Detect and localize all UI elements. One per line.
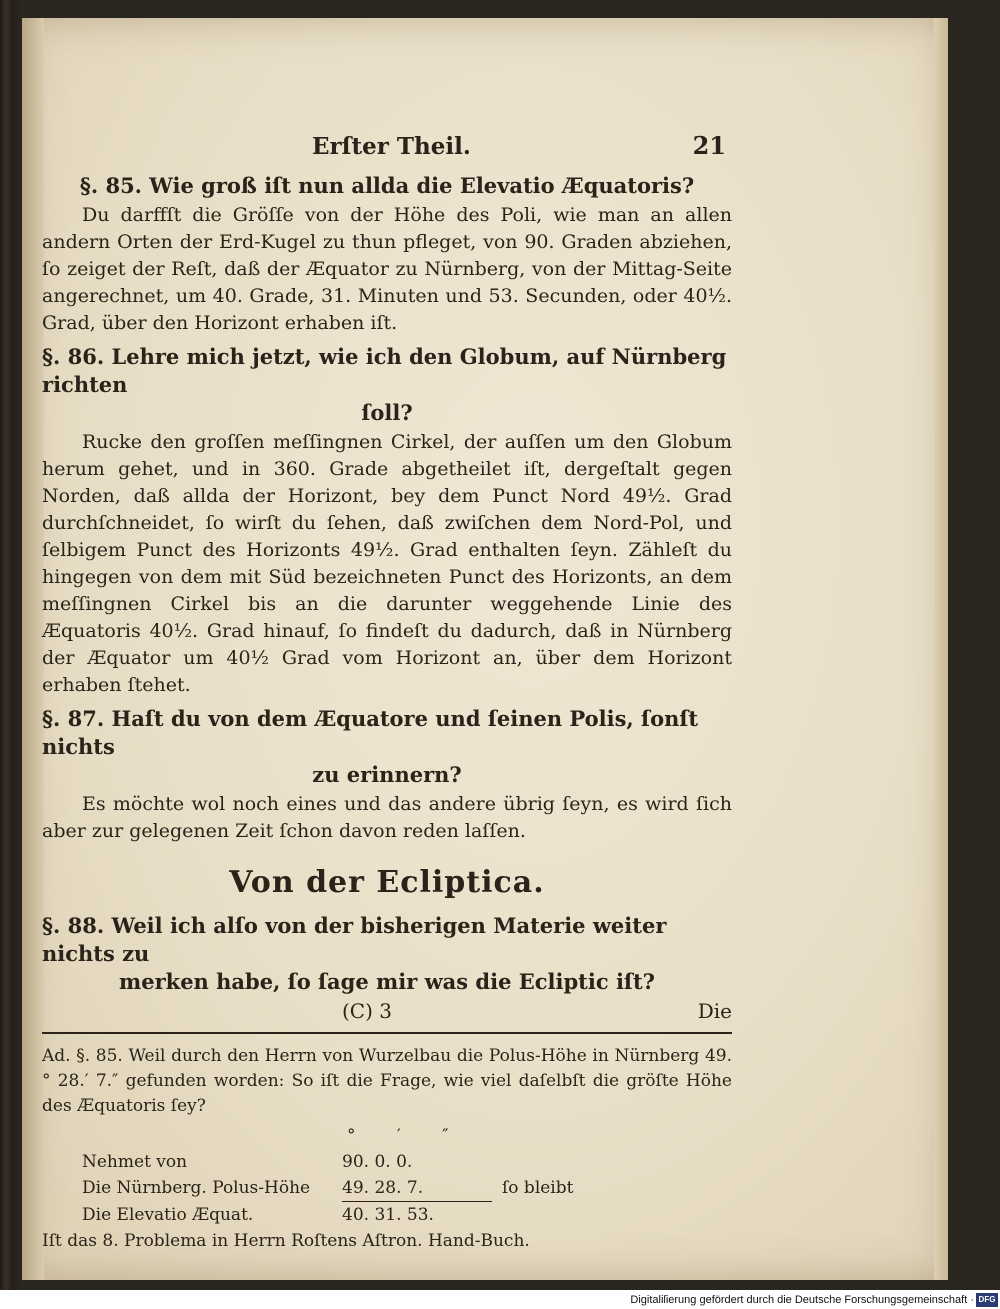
answer-85: Du darffſt die Gröſſe von der Höhe des Poli, wie man an allen andern Orten der Erd-Kugel zu thun pfleget, von 90. Graden abziehen, ſo zeiget der Reſt, daß der Æquator zu Nürnberg, von der Mittag-Seite angerechnet, um 40. Grade, 31. Minuten und 53. Secunden, oder 40½. Grad, über den Horizont erhaben iſt.	[42, 204, 732, 334]
question-88-line2: merken habe, ſo ſage mir was die Ecliptic iſt?	[119, 969, 655, 994]
footer-band	[0, 1290, 1000, 1309]
page-number: 21	[692, 131, 726, 160]
footer-credit: Digitaliſierung gefördert durch die Deutsche Forschungsgemeinschaft ·	[630, 1294, 974, 1306]
signature-line	[42, 998, 732, 1026]
footnote-calculation	[42, 1123, 732, 1254]
page-header	[42, 132, 732, 166]
question-87-line2: zu erinnern?	[312, 762, 462, 787]
calc-row-2-tail: ſo bleibt	[502, 1178, 574, 1198]
answer-87: Es möchte wol noch eines und das andere übrig ſeyn, es wird ſich aber zur gelegenen Zeit ſchon davon reden laſſen.	[42, 793, 732, 842]
question-85: §. 85. Wie groß iſt nun allda die Elevatio Æquatoris?	[79, 173, 695, 198]
calc-row-2-value: 49. 28. 7.	[342, 1175, 492, 1202]
calc-units-header: ° ′ ″	[347, 1126, 467, 1146]
dfg-logo: DFG	[976, 1293, 998, 1307]
footnote-rule	[42, 1032, 732, 1034]
footnote-source: Iſt das 8. Problema in Herrn Roſtens Aſtron. Hand-Buch.	[42, 1231, 530, 1251]
page-text	[42, 132, 732, 1254]
calc-row-3-label: Die Elevatio Æquat.	[82, 1205, 254, 1225]
section-title: Von der Ecliptica.	[229, 865, 545, 900]
page-edge	[934, 18, 948, 1280]
page-gutter	[22, 18, 44, 1280]
answer-86: Rucke den groſſen meſſingnen Cirkel, der auſſen um den Globum herum gehet, und in 360. Grade abgetheilet iſt, dergeſtalt gegen Norden, daß allda der Horizont, bey dem Punct Nord 49½. Grad durchſchneidet, ſo wirſt du ſehen, daß zwiſchen dem Nord-Pol, und ſelbigem Punct des Horizonts 49½. Grad enthalten ſeyn. Zähleſt du hingegen von dem mit Süd bezeichneten Punct des Horizonts, an dem meſſingnen Cirkel bis an die darunter weggehende Linie des Æquatoris 40½. Grad hinauf, ſo findeſt du dadurch, daß in Nürnberg der Æquator um 40½ Grad vom Horizont an, über dem Horizont erhaben ſtehet.	[42, 431, 732, 696]
calc-row-2-label: Die Nürnberg. Polus-Höhe	[82, 1178, 311, 1198]
book-page	[22, 18, 948, 1280]
question-86	[42, 343, 732, 427]
calc-row-1	[42, 1149, 732, 1175]
question-88-line1: §. 88. Weil ich alſo von der bisherigen Materie weiter nichts zu	[42, 913, 667, 966]
question-88	[42, 912, 732, 996]
question-87-line1: §. 87. Haſt du von dem Æquatore und ſeinen Polis, ſonſt nichts	[42, 706, 699, 759]
catchword: Die	[697, 999, 732, 1023]
question-86-line2: ſoll?	[361, 400, 413, 425]
question-87	[42, 705, 732, 789]
calc-row-2	[42, 1175, 732, 1202]
calc-row-3-value: 40. 31. 53.	[342, 1205, 434, 1225]
footnote-text: Ad. §. 85. Weil durch den Herrn von Wurzelbau die Polus-Höhe in Nürnberg 49. ° 28.′ 7.″ gefunden worden: So iſt die Frage, wie viel daſelbſt die gröſte Höhe des Æquatoris ſey?	[42, 1046, 732, 1116]
signature-mark: (C) 3	[342, 999, 392, 1023]
question-86-line1: §. 86. Lehre mich jetzt, wie ich den Globum, auf Nürnberg richten	[42, 344, 727, 397]
calc-row-1-value: 90. 0. 0.	[342, 1152, 413, 1172]
calc-row-1-label: Nehmet von	[82, 1152, 188, 1172]
running-head: Erſter Theil.	[312, 133, 471, 160]
calc-row-3	[42, 1202, 732, 1228]
